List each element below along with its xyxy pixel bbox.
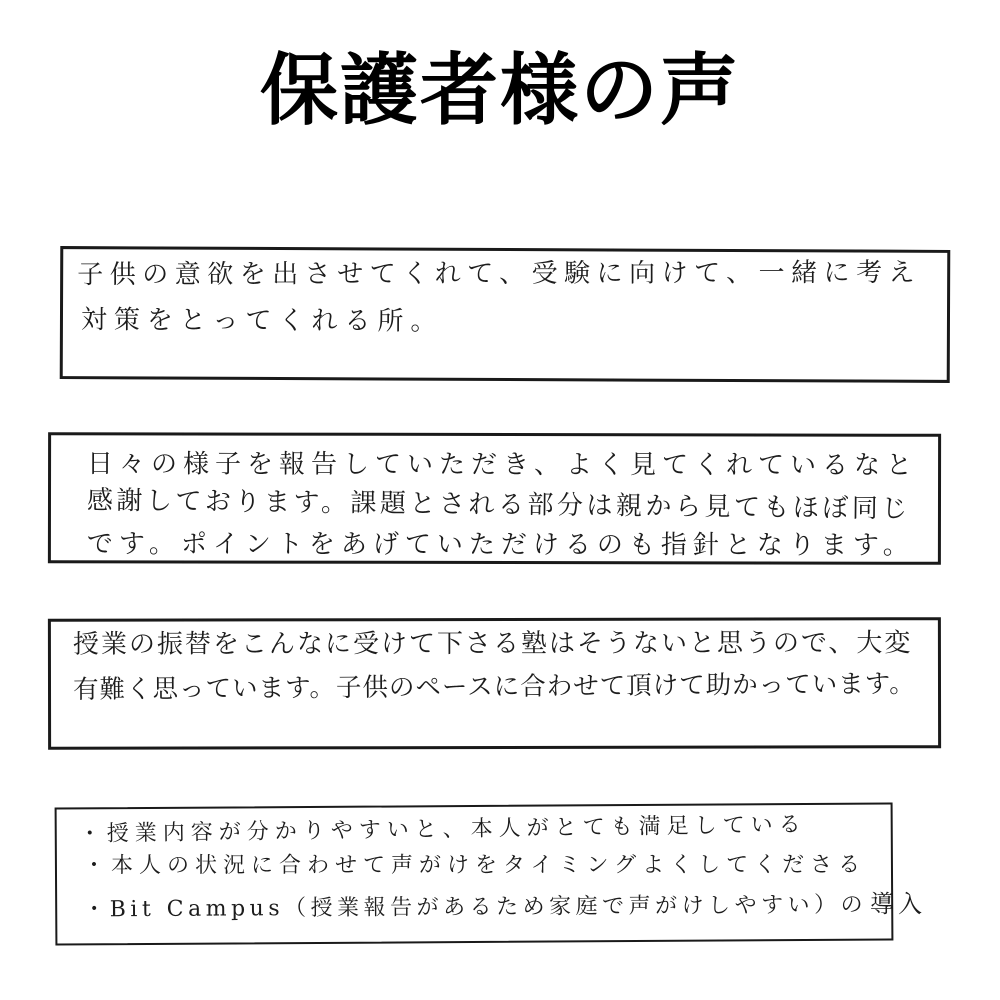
testimonial-line: 日々の様子を報告していただき、よく見てくれているなと — [87, 449, 919, 481]
page-title: 保護者様の声 — [259, 46, 740, 136]
testimonial-card-3 — [48, 617, 941, 750]
testimonial-bullet: ・Bit Campus（授業報告があるため家庭で声がけしやすい）の — [83, 892, 868, 923]
testimonial-line: 対策をとってくれる所。 — [80, 305, 444, 337]
testimonial-line: です。ポイントをあげていただけるのも指針となります。 — [86, 529, 915, 561]
testimonial-bullet: ・本人の状況に合わせて声がけをタイミングよくしてくださる — [82, 852, 867, 879]
testimonial-card-4 — [55, 802, 894, 945]
testimonial-line: 有難く思っています。子供のペースに合わせて頂けて助かっています。 — [72, 669, 916, 705]
testimonial-line: 授業の振替をこんなに受けて下さる塾はそうないと思うので、大変 — [72, 628, 913, 660]
testimonial-line: 感謝しております。課題とされる部分は親から見てもほぼ同じ — [86, 485, 912, 525]
testimonial-card-1 — [60, 246, 951, 383]
testimonial-bullet-tail: 導入 — [870, 890, 926, 918]
testimonial-line: 子供の意欲を出させてくれて、受験に向けて、一緒に考え — [77, 257, 922, 291]
testimonial-card-2 — [48, 432, 941, 565]
testimonial-bullet: ・授業内容が分かりやすいと、本人がとても満足している — [78, 812, 807, 847]
